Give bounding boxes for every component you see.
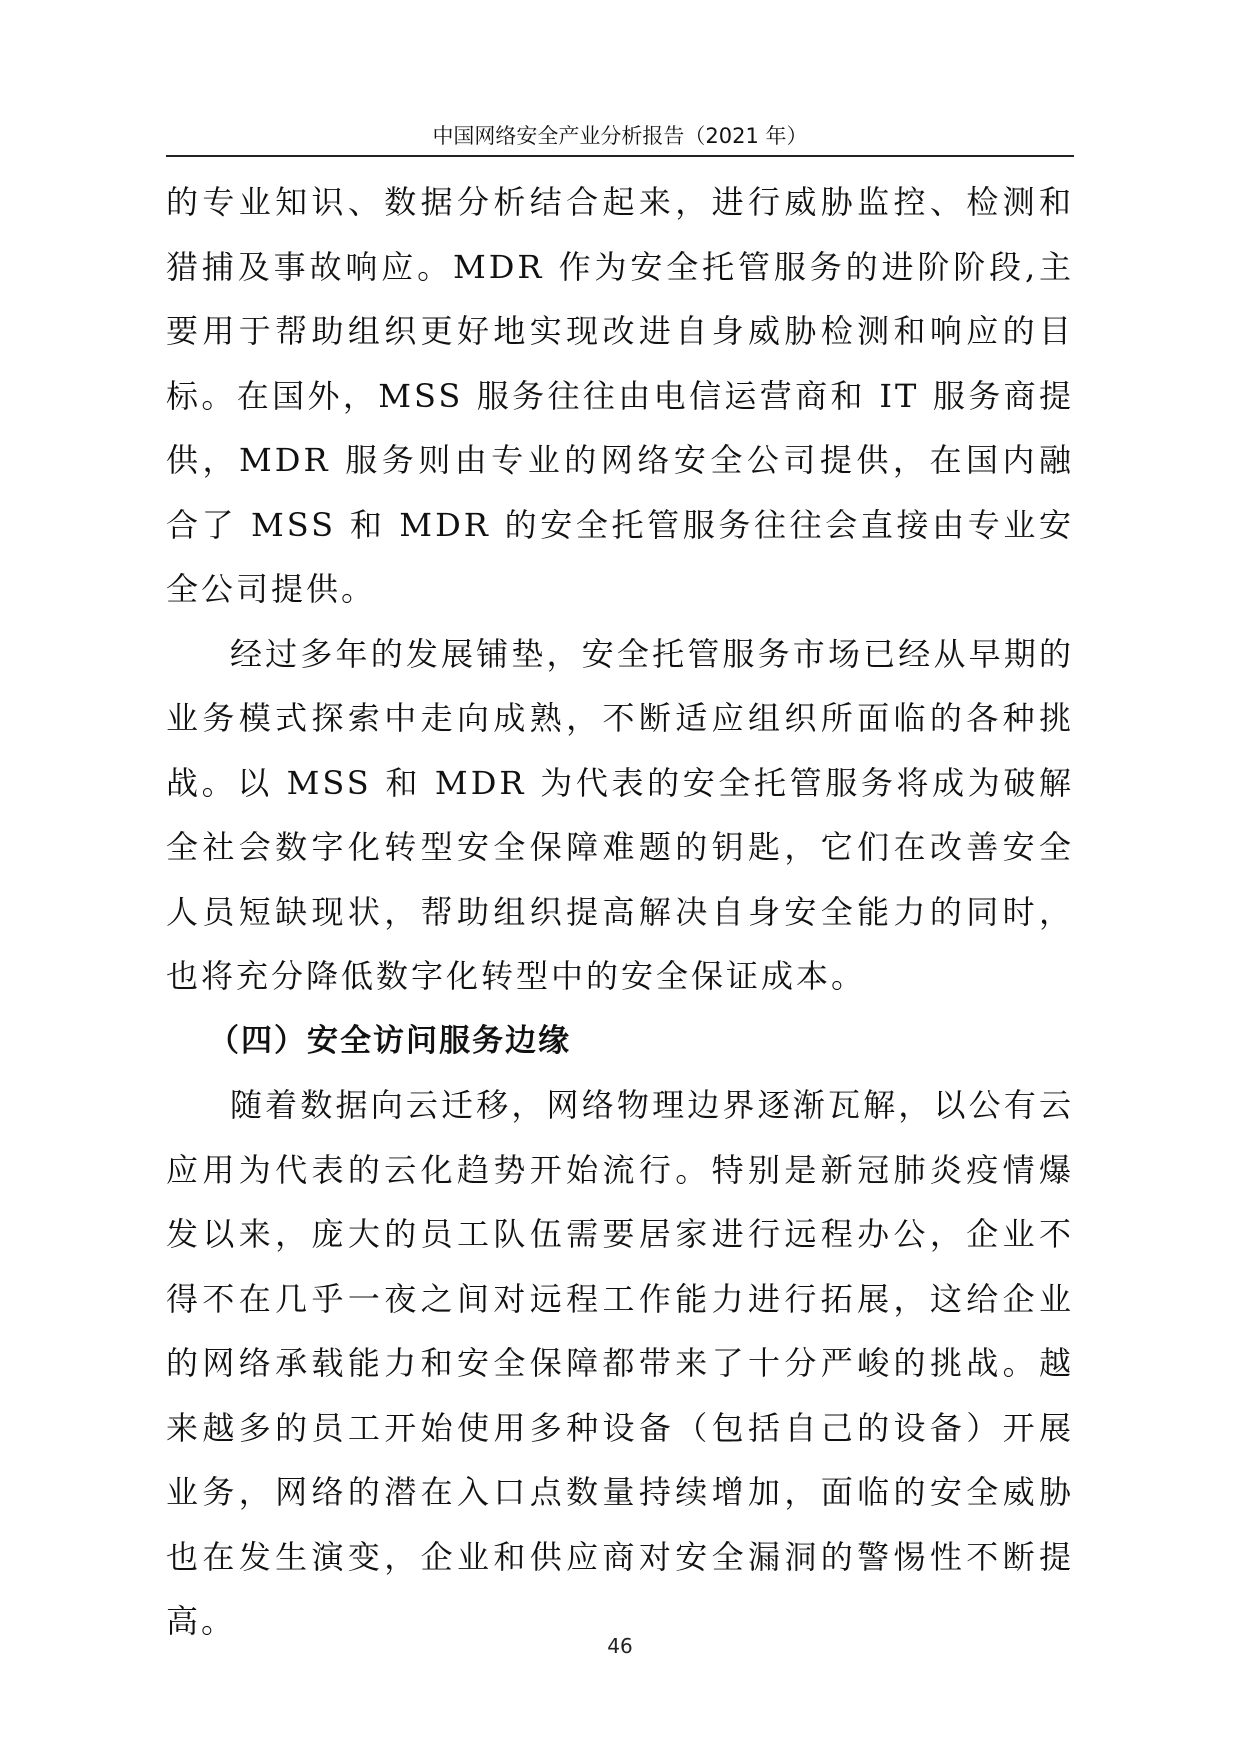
section-heading: （四）安全访问服务边缘 — [208, 1022, 571, 1059]
running-header: 中国网络安全产业分析报告（2021 年） — [432, 124, 808, 148]
body-text — [166, 170, 1074, 1654]
header-divider — [166, 155, 1074, 157]
paragraph-continued: 的专业知识、数据分析结合起来，进行威胁监控、检测和猎捕及事故响应。MDR 作为安全托管服务的进阶阶段,主要用于帮助组织更好地实现改进自身威胁检测和响应的目标。在国外，MSS 服务往往由电信运营商和 IT 服务商提供，MDR 服务则由专业的网络安全公司提供，在国内融合了 MSS 和 MDR 的安全托管服务往往会直接由专业安全公司提供。 — [166, 183, 1074, 608]
paragraph: 经过多年的发展铺垫，安全托管服务市场已经从早期的业务模式探索中走向成熟，不断适应组织所面临的各种挑战。以 MSS 和 MDR 为代表的安全托管服务将成为破解全社会数字化转型安全保障难题的钥匙，它们在改善安全人员短缺现状，帮助组织提高解决自身安全能力的同时，也将充分降低数字化转型中的安全保证成本。 — [166, 634, 1074, 995]
page-number: 46 — [607, 1634, 633, 1658]
section-paragraph: 随着数据向云迁移，网络物理边界逐渐瓦解，以公有云应用为代表的云化趋势开始流行。特别是新冠肺炎疫情爆发以来，庞大的员工队伍需要居家进行远程办公，企业不得不在几乎一夜之间对远程工作能力进行拓展，这给企业的网络承载能力和安全保障都带来了十分严峻的挑战。越来越多的员工开始使用多种设备（包括自己的设备）开展业务，网络的潜在入口点数量持续增加，面临的安全威胁也在发生演变，企业和供应商对安全漏洞的警惕性不断提高。 — [166, 1086, 1074, 1640]
